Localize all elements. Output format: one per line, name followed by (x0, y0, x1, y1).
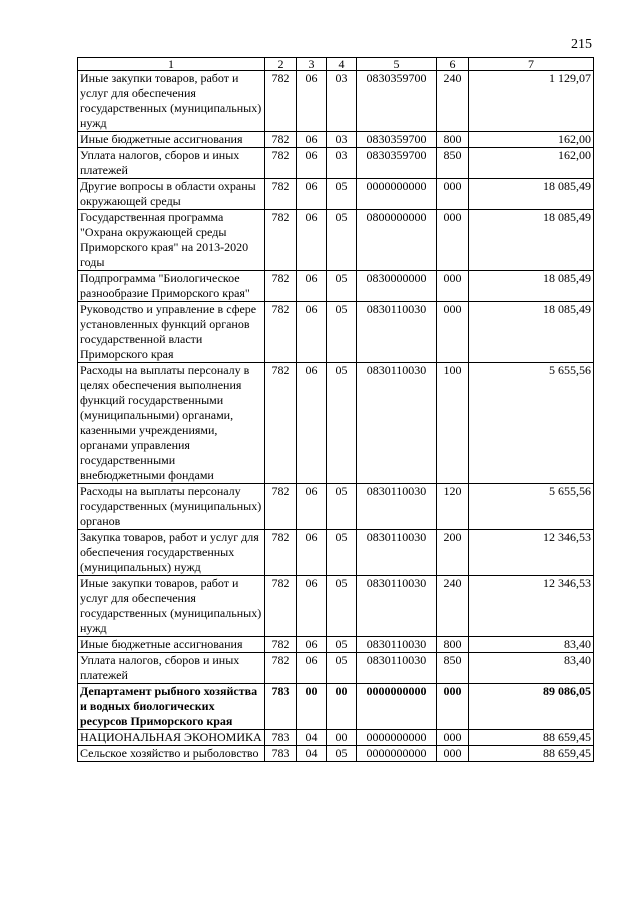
cell-cs: 0830110030 (357, 302, 437, 363)
cell-cs: 0830110030 (357, 363, 437, 484)
cell-rz: 04 (297, 746, 327, 762)
cell-name: Уплата налогов, сборов и иных платежей (78, 148, 265, 179)
cell-cs: 0830110030 (357, 653, 437, 684)
header-row (78, 58, 594, 71)
table-row (78, 684, 594, 730)
cell-pr: 05 (327, 271, 357, 302)
cell-rz: 06 (297, 653, 327, 684)
cell-sum: 83,40 (469, 637, 594, 653)
cell-gr: 782 (265, 148, 297, 179)
col-header-pr: 4 (327, 58, 357, 71)
cell-pr: 05 (327, 363, 357, 484)
cell-gr: 783 (265, 746, 297, 762)
cell-pr: 05 (327, 179, 357, 210)
cell-name: Руководство и управление в сфере установленных функций органов государственной власти Приморского края (78, 302, 265, 363)
cell-vr: 240 (437, 576, 469, 637)
cell-pr: 05 (327, 530, 357, 576)
cell-pr: 05 (327, 653, 357, 684)
cell-vr: 850 (437, 653, 469, 684)
cell-name: Расходы на выплаты персоналу государственных (муниципальных) органов (78, 484, 265, 530)
budget-table (77, 57, 594, 762)
cell-gr: 782 (265, 71, 297, 132)
cell-name: Закупка товаров, работ и услуг для обеспечения государственных (муниципальных) нужд (78, 530, 265, 576)
cell-rz: 06 (297, 363, 327, 484)
cell-pr: 03 (327, 132, 357, 148)
col-header-gr: 2 (265, 58, 297, 71)
col-header-rz: 3 (297, 58, 327, 71)
cell-sum: 162,00 (469, 148, 594, 179)
cell-vr: 000 (437, 730, 469, 746)
cell-pr: 05 (327, 576, 357, 637)
table-row (78, 271, 594, 302)
table-row (78, 576, 594, 637)
cell-sum: 18 085,49 (469, 302, 594, 363)
cell-cs: 0830359700 (357, 132, 437, 148)
cell-gr: 782 (265, 484, 297, 530)
cell-vr: 000 (437, 210, 469, 271)
cell-pr: 05 (327, 484, 357, 530)
table-row (78, 637, 594, 653)
table-row (78, 148, 594, 179)
cell-gr: 782 (265, 576, 297, 637)
cell-vr: 800 (437, 637, 469, 653)
cell-gr: 782 (265, 132, 297, 148)
cell-cs: 0000000000 (357, 179, 437, 210)
cell-gr: 783 (265, 730, 297, 746)
cell-cs: 0000000000 (357, 684, 437, 730)
cell-vr: 000 (437, 684, 469, 730)
cell-gr: 782 (265, 302, 297, 363)
cell-gr: 782 (265, 530, 297, 576)
table-row (78, 132, 594, 148)
cell-sum: 1 129,07 (469, 71, 594, 132)
cell-rz: 06 (297, 576, 327, 637)
cell-gr: 782 (265, 179, 297, 210)
table-row (78, 746, 594, 762)
cell-name: Государственная программа "Охрана окружающей среды Приморского края" на 2013-2020 годы (78, 210, 265, 271)
cell-rz: 00 (297, 684, 327, 730)
cell-name: Подпрограмма "Биологическое разнообразие Приморского края" (78, 271, 265, 302)
col-header-cs: 5 (357, 58, 437, 71)
cell-rz: 06 (297, 271, 327, 302)
cell-pr: 00 (327, 730, 357, 746)
cell-name: НАЦИОНАЛЬНАЯ ЭКОНОМИКА (78, 730, 265, 746)
cell-gr: 783 (265, 684, 297, 730)
cell-pr: 00 (327, 684, 357, 730)
cell-pr: 05 (327, 210, 357, 271)
cell-pr: 05 (327, 302, 357, 363)
cell-cs: 0830000000 (357, 271, 437, 302)
cell-cs: 0800000000 (357, 210, 437, 271)
cell-sum: 18 085,49 (469, 210, 594, 271)
cell-gr: 782 (265, 363, 297, 484)
cell-rz: 06 (297, 530, 327, 576)
cell-gr: 782 (265, 210, 297, 271)
cell-vr: 240 (437, 71, 469, 132)
cell-cs: 0830110030 (357, 637, 437, 653)
cell-vr: 100 (437, 363, 469, 484)
cell-rz: 06 (297, 148, 327, 179)
cell-pr: 03 (327, 71, 357, 132)
cell-vr: 200 (437, 530, 469, 576)
table-row (78, 653, 594, 684)
cell-rz: 06 (297, 71, 327, 132)
cell-vr: 850 (437, 148, 469, 179)
col-header-sum: 7 (469, 58, 594, 71)
cell-pr: 05 (327, 637, 357, 653)
cell-name: Иные бюджетные ассигнования (78, 637, 265, 653)
cell-name: Уплата налогов, сборов и иных платежей (78, 653, 265, 684)
col-header-vr: 6 (437, 58, 469, 71)
cell-rz: 06 (297, 302, 327, 363)
cell-name: Иные бюджетные ассигнования (78, 132, 265, 148)
cell-cs: 0830110030 (357, 576, 437, 637)
table-row (78, 179, 594, 210)
cell-gr: 782 (265, 271, 297, 302)
cell-sum: 12 346,53 (469, 576, 594, 637)
cell-vr: 120 (437, 484, 469, 530)
cell-vr: 000 (437, 271, 469, 302)
table-row (78, 363, 594, 484)
cell-rz: 04 (297, 730, 327, 746)
cell-cs: 0830110030 (357, 484, 437, 530)
cell-cs: 0830110030 (357, 530, 437, 576)
cell-cs: 0000000000 (357, 730, 437, 746)
cell-vr: 800 (437, 132, 469, 148)
cell-gr: 782 (265, 653, 297, 684)
cell-sum: 5 655,56 (469, 363, 594, 484)
table-row (78, 302, 594, 363)
cell-sum: 83,40 (469, 653, 594, 684)
cell-pr: 03 (327, 148, 357, 179)
cell-name: Сельское хозяйство и рыболовство (78, 746, 265, 762)
cell-pr: 05 (327, 746, 357, 762)
cell-rz: 06 (297, 179, 327, 210)
table-row (78, 484, 594, 530)
cell-cs: 0830359700 (357, 148, 437, 179)
cell-sum: 88 659,45 (469, 746, 594, 762)
page-number: 215 (571, 37, 592, 52)
cell-name: Иные закупки товаров, работ и услуг для обеспечения государственных (муниципальных) нужд (78, 576, 265, 637)
cell-sum: 12 346,53 (469, 530, 594, 576)
cell-vr: 000 (437, 302, 469, 363)
table-row (78, 530, 594, 576)
table-row (78, 71, 594, 132)
col-header-name: 1 (78, 58, 265, 71)
cell-vr: 000 (437, 746, 469, 762)
cell-name: Другие вопросы в области охраны окружающей среды (78, 179, 265, 210)
cell-name: Департамент рыбного хозяйства и водных биологических ресурсов Приморского края (78, 684, 265, 730)
cell-sum: 88 659,45 (469, 730, 594, 746)
cell-name: Иные закупки товаров, работ и услуг для обеспечения государственных (муниципальных) нужд (78, 71, 265, 132)
cell-rz: 06 (297, 637, 327, 653)
cell-rz: 06 (297, 210, 327, 271)
cell-name: Расходы на выплаты персоналу в целях обеспечения выполнения функций государственными (муниципальными) органами, казенными учреждениями, органами управления государственными внебюджетными фондами (78, 363, 265, 484)
cell-vr: 000 (437, 179, 469, 210)
cell-cs: 0830359700 (357, 71, 437, 132)
cell-rz: 06 (297, 484, 327, 530)
table-row (78, 730, 594, 746)
cell-sum: 5 655,56 (469, 484, 594, 530)
cell-sum: 89 086,05 (469, 684, 594, 730)
cell-rz: 06 (297, 132, 327, 148)
table-row (78, 210, 594, 271)
cell-cs: 0000000000 (357, 746, 437, 762)
cell-sum: 18 085,49 (469, 271, 594, 302)
cell-sum: 18 085,49 (469, 179, 594, 210)
cell-sum: 162,00 (469, 132, 594, 148)
cell-gr: 782 (265, 637, 297, 653)
